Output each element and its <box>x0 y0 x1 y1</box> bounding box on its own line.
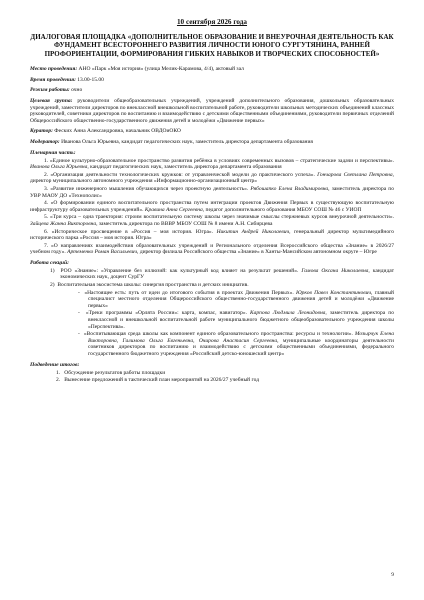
meta-label: Время проведения: <box>30 76 76 83</box>
item-number: 5. <box>44 214 50 221</box>
event-meta <box>30 66 394 145</box>
meta-value: 13.00-15.00 <box>75 76 104 83</box>
meta-row <box>30 77 394 84</box>
meta-row <box>30 139 394 146</box>
speaker-role: директор муниципального автономного учреждения «Информационно-организационный центр» <box>30 178 258 185</box>
result-item <box>30 370 394 377</box>
plenary-item <box>30 229 394 242</box>
speaker-role: кандидат педагогических наук, заместитель директора департамента образования <box>88 164 282 171</box>
item-number: 1. <box>56 369 65 376</box>
plenary-item <box>30 214 394 227</box>
item-number: 2. <box>56 377 65 384</box>
sessions-list <box>30 268 394 358</box>
meta-value: руководители общеобразовательных учреждений, учреждений дополнительного образования, дошкольных образовательных учреждений, заместители директоров по внеклассной внешкольной воспитательной работе, руководители школьных методических объединений классных руководителей, советники директоров по воспитанию и взаимодействию с детскими общественными объединениями, руководители первичных отделений Общероссийского общественно-государственного движения детей и молодёжи «Движение первых» <box>30 98 394 124</box>
dash-bullet: - <box>78 331 84 338</box>
speaker-role: заместитель директора по ВВВР МБОУ СОШ № 8 имени А.Н. Сибирцева <box>97 220 273 227</box>
plenary-list <box>30 158 394 256</box>
speaker-name: Зайцева Жанна Викторовна, <box>30 220 98 227</box>
event-title: ДИАЛОГОВАЯ ПЛОЩАДКА «ДОПОЛНИТЕЛЬНОЕ ОБРАЗОВАНИЕ И ВНЕУРОЧНАЯ ДЕЯТЕЛЬНОСТЬ КАК ФУНДАМЕНТ ВСЕСТОРОННЕГО РАЗВИТИЯ ЛИЧНОСТИ ЮНОГО СУРГУТЯНИНА, РАННЕЙ ПРОФОРИЕНТАЦИИ, ФОРМИРОВАНИЯ ГИБКИХ НАВЫКОВ И ТВОРЧЕСКИХ СПОСОБНОСТЕЙ» <box>30 33 394 58</box>
plenary-heading: Пленарная часть: <box>30 149 76 156</box>
meta-label: Целевая группа: <box>30 98 73 104</box>
plenary-item <box>30 243 394 256</box>
speaker-name: Карпова Людмила Леонидовна, <box>246 310 327 317</box>
page-number: 9 <box>391 572 394 578</box>
speaker-role: заместитель директора по внеклассной и внешкольной воспитательной работе муниципального бюджетного общеобразовательного учреждения школы «Перспектива». <box>88 310 394 330</box>
meta-row <box>30 128 394 135</box>
talk-title: «Историческое просвещение в «Россия – моя история. Югра». <box>51 228 214 235</box>
session-item <box>30 282 394 289</box>
item-number: 7. <box>44 242 51 249</box>
meta-value: очно <box>69 87 83 94</box>
plenary-item <box>30 200 394 213</box>
session-number: 2) <box>50 282 58 289</box>
talk-title: «Воспитывающая среда школы как компонент единого образовательного пространства: ресурсы и технологии». <box>83 331 353 338</box>
meta-label: Модератор: <box>30 138 60 145</box>
speaker-role: генеральный директор мультимедийного исторического парка «Россия – моя история. Югра» <box>30 228 394 242</box>
results-heading: Подведение итогов: <box>30 361 80 368</box>
speaker-name: Гончарова Светлана Петровна, <box>314 171 394 178</box>
speaker-role: муниципальные координаторы деятельности советников директоров по воспитанию и взаимодействию с детскими общественными объединениями, федерального государственного бюджетного учреждения «Российский детско-юношеский центр» <box>88 337 394 357</box>
speaker-name: Никитин Андрей Николаевич, <box>213 228 291 235</box>
dash-bullet: - <box>78 310 86 317</box>
item-number: 1. <box>44 157 50 164</box>
item-number: 6. <box>44 228 52 235</box>
meta-label: Режим работы: <box>30 87 70 94</box>
meta-value: Феских Анна Александровна, начальник ОВДОиОКО <box>52 128 181 135</box>
sessions-heading: Работа секций: <box>30 259 69 266</box>
talk-title: «О формировании единого воспитательного пространства путем интеграции проектов Движения Первых в существующую воспитательную инфраструктуру образовательных учреждений». <box>30 200 394 213</box>
talk-title: «Единое культурно-образовательное пространство развития ребёнка в условиях современных вызовов – стратегические задачи и перспективы». <box>49 157 395 164</box>
result-text: Вынесение предложений в тактический план мероприятий на 2026/27 учебный год <box>64 377 260 384</box>
talk-title: «Организация деятельности технологических кружков: от управленческой модели до практического успеха». <box>50 171 315 178</box>
meta-value: АНО «Парк «Моя история» (улица Мелик-Карамова, 4/4), актовый зал <box>77 66 244 73</box>
meta-row <box>30 87 394 94</box>
session-subitem <box>30 331 394 357</box>
result-item <box>30 377 394 384</box>
dash-bullet: - <box>78 289 85 296</box>
speaker-name: Гамова Оксана Николаевна, <box>298 267 370 274</box>
session-item <box>30 268 394 281</box>
speaker-role: главный специалист местного отделения Общероссийского общественно-государственного движения детей и молодёжи «Движение первых» <box>88 289 394 309</box>
speaker-name: Юрков Павел Константинович, <box>293 289 373 296</box>
plenary-item <box>30 158 394 171</box>
result-text: Обсуждение результатов работы площадки <box>64 369 166 376</box>
session-number: 1) <box>50 267 61 274</box>
session-title: РОО «Знание»: «Управление без иллюзий: как культурный код влияет на результат решений». <box>60 267 299 274</box>
meta-value: Иванова Ольга Юрьевна, кандидат педагогических наук, заместитель директора департамента образования <box>59 138 313 145</box>
speaker-name: Кравина Анна Сергеевна, <box>143 206 205 213</box>
session-subitem <box>30 290 394 310</box>
item-number: 4. <box>44 200 51 207</box>
event-date: 10 сентября 2026 года <box>176 18 248 26</box>
meta-label: Место проведения: <box>30 66 78 73</box>
speaker-role: заместитель директора по УВР МАОУ ДО «Технополис» <box>30 185 395 199</box>
talk-title: «О направлениях взаимодействия образовательных учреждений и Регионального отделения Всероссийского общества «Знание» в 2026/27 учебном году». <box>30 242 395 256</box>
plenary-item <box>30 172 394 185</box>
talk-title: «Три курса – одна траектория: строим воспитательную систему школы через значимые смыслы стержневых курсов внеурочной деятельности». <box>49 214 394 221</box>
speaker-role: кандидат экономических наук, доцент СурГУ <box>60 267 394 281</box>
speaker-role: директор филиала Российского общества «Знание» в Ханты-Мансийском автономном округе – Югре <box>138 249 377 256</box>
session-title: Воспитательная экосистема школы: синергия пространства и детских инициатив. <box>57 282 249 289</box>
speaker-name: Иванова Ольга Юрьевна, <box>30 164 89 171</box>
item-number: 2. <box>44 171 51 178</box>
results-list <box>30 370 394 384</box>
talk-title: «Развитие инженерного мышления обучающихся через проектную деятельность». <box>50 185 249 192</box>
talk-title: «Настоящее есть: путь от идеи до итогового события в проектах Движения Первых». <box>84 289 294 296</box>
speaker-name: Артеменко Роман Васильевич, <box>65 249 139 256</box>
meta-label: Куратор: <box>30 128 53 135</box>
talk-title: «Треки программы «Орлята России»: карта, компас, навигатор». <box>85 310 247 317</box>
speaker-name: Мозырчук Елена Викторовна, Галимова Ольга Евгеньевна, Очирова Анастасия Сергеевна, <box>88 331 394 344</box>
speaker-name: Рябошапко Елена Владимировна, <box>248 185 330 192</box>
speaker-role: педагог дополнительного образования МБОУ СОШ № 46 с УИОП <box>204 206 362 213</box>
meta-row <box>30 98 394 124</box>
item-number: 3. <box>44 185 51 192</box>
session-subitem <box>30 310 394 330</box>
session-sublist <box>30 290 394 358</box>
plenary-item <box>30 186 394 199</box>
meta-row <box>30 66 394 73</box>
